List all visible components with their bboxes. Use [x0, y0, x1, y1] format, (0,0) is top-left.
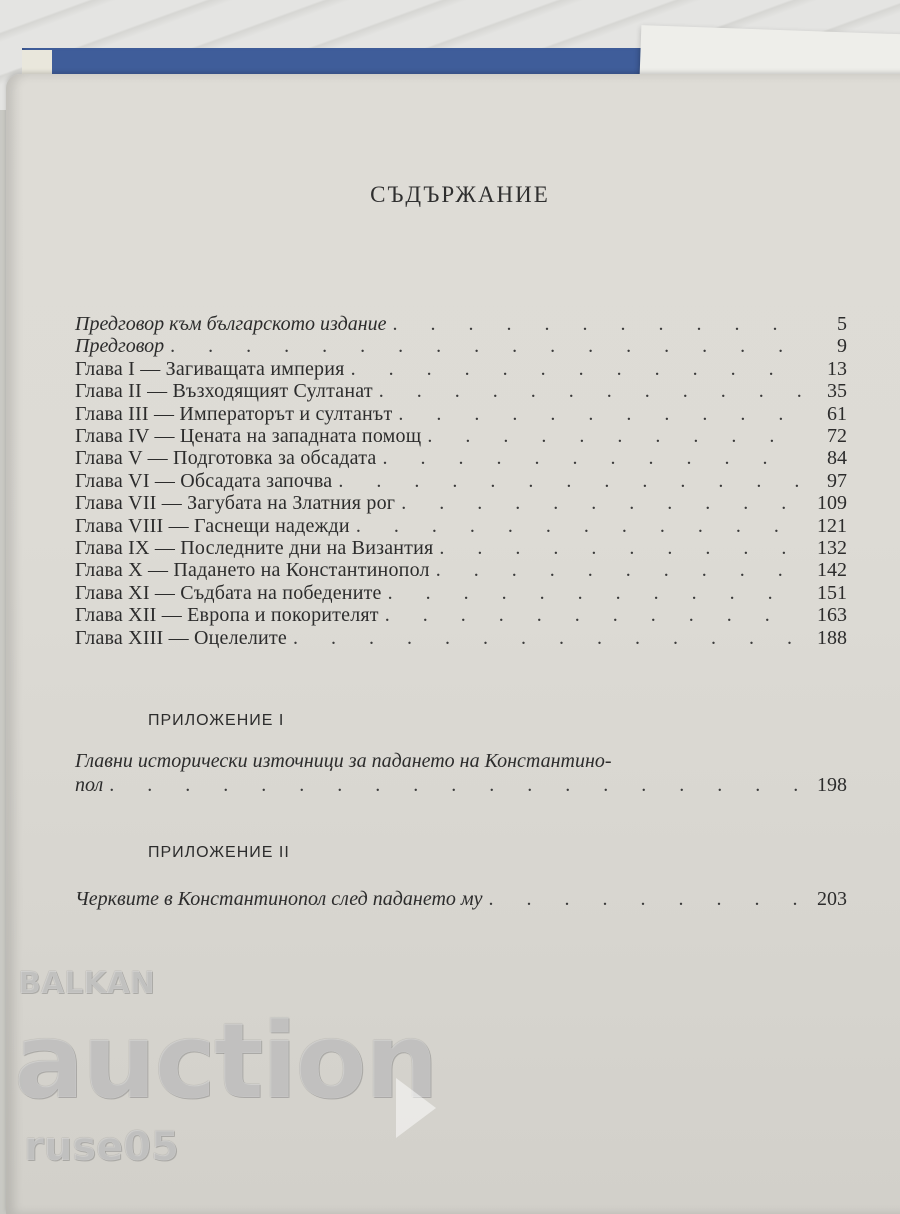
toc-entry-page: 97: [827, 469, 847, 492]
toc-entry-title: Глава II — Възходящият Султанат: [75, 380, 373, 403]
toc-entry-page: 188: [817, 626, 847, 649]
leader-dots: [427, 425, 801, 448]
toc-entry-page: 163: [817, 604, 847, 627]
appendix-1-title-cont: пол: [75, 774, 104, 796]
leader-dots: [398, 403, 801, 426]
toc-entry-page: 121: [817, 514, 847, 537]
toc-entry: [75, 358, 847, 382]
toc-entry-title: Глава IV — Цената на западната помощ: [75, 425, 422, 447]
toc-entry-title: Глава VII — Загубата на Златния рог: [75, 492, 396, 515]
toc-entry: [75, 492, 847, 516]
leader-dots: [170, 335, 801, 358]
leader-dots: [439, 537, 801, 560]
leader-dots: [383, 447, 802, 470]
toc-entry-title: Глава XI — Съдбата на победените: [75, 581, 382, 604]
toc-entry: [75, 380, 847, 404]
toc-entry-title: Глава V — Подготовка за обсадата: [75, 447, 377, 470]
leader-dots: [436, 559, 801, 582]
toc-entry: [75, 335, 847, 359]
toc-entry-title: Глава III — Императорът и султанът: [75, 402, 393, 425]
appendix-1-title: Главни исторически източници за падането на Константино-: [75, 750, 612, 772]
watermark-seller: ruse05: [24, 1124, 179, 1170]
toc-entry: [75, 515, 847, 539]
leader-dots: [401, 492, 801, 515]
toc-entry: [75, 313, 847, 337]
appendix-1-heading: ПРИЛОЖЕНИЕ I: [148, 712, 285, 729]
toc-entry-page: 5: [837, 313, 847, 335]
watermark-word: auction: [14, 1000, 437, 1122]
watermark-brand: BALKAN: [18, 966, 155, 1001]
leader-dots: [393, 313, 802, 336]
appendix-1-entry-line-2: [75, 774, 847, 798]
toc-entry-page: 72: [827, 425, 847, 447]
leader-dots: [385, 604, 801, 627]
toc-entry-title: Глава IX — Последните дни на Византия: [75, 537, 434, 559]
leader-dots: [388, 582, 801, 605]
appendix-2-entry: [75, 888, 847, 912]
toc-entry-title: Глава VIII — Гаснещи надежди: [75, 514, 350, 537]
appendix-2-title: Черквите в Константинопол след падането му: [75, 888, 483, 910]
toc-entry-title: Предговор към българското издание: [75, 313, 387, 335]
toc-entry-title: Предговор: [75, 335, 165, 358]
toc-entry: [75, 425, 847, 449]
toc-entry: [75, 582, 847, 606]
toc-entry-page: 142: [817, 559, 847, 582]
toc-entry: [75, 537, 847, 561]
leader-dots: [351, 358, 801, 381]
toc-entry-page: 151: [817, 581, 847, 604]
toc-entry-title: Глава I — Загиващата империя: [75, 357, 345, 380]
toc-entry-title: Глава XIII — Оцелелите: [75, 626, 287, 649]
leader-dots: [379, 380, 801, 403]
toc-entry-page: 109: [817, 492, 847, 515]
toc-entry-page: 35: [827, 380, 847, 403]
appendix-2-page: 203: [817, 888, 847, 910]
toc-entry-page: 13: [827, 357, 847, 380]
toc-entry-page: 132: [817, 537, 847, 559]
toc-entry: [75, 627, 847, 651]
toc-entry-title: Глава VI — Обсадата започва: [75, 469, 333, 492]
toc-entry: [75, 447, 847, 471]
leader-dots: [338, 470, 801, 493]
watermark-arrow-icon: [396, 1078, 436, 1138]
appendix-1-page: 198: [817, 774, 847, 796]
toc-entry-page: 61: [827, 402, 847, 425]
appendix-2-heading: ПРИЛОЖЕНИЕ II: [148, 844, 290, 861]
toc-entry-title: Глава XII — Европа и покорителят: [75, 604, 379, 627]
toc-entry-page: 84: [827, 447, 847, 470]
page-title: СЪДЪРЖАНИЕ: [370, 182, 550, 207]
leader-dots: [293, 627, 801, 650]
leader-dots: [489, 888, 801, 911]
toc-entry: [75, 559, 847, 583]
leader-dots: [109, 774, 801, 797]
toc-entry: [75, 403, 847, 427]
toc-entry: [75, 604, 847, 628]
appendix-1-entry-line-1: [75, 750, 847, 774]
leader-dots: [356, 515, 801, 538]
toc-entry-title: Глава X — Падането на Константинопол: [75, 559, 430, 582]
toc-entry-page: 9: [837, 335, 847, 358]
toc-entry: [75, 470, 847, 494]
